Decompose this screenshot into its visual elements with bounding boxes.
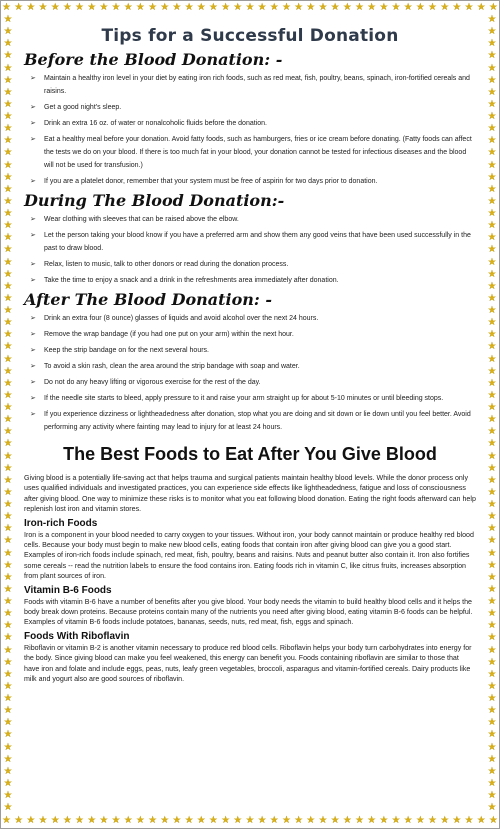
- star-icon: ★: [2, 2, 11, 13]
- arrow-bullet-icon: ➢: [30, 178, 36, 185]
- list-item: [26, 133, 476, 172]
- star-icon: ★: [476, 815, 486, 826]
- arrow-bullet-icon: ➢: [30, 104, 36, 111]
- star-icon: ★: [3, 111, 13, 122]
- list-item: [26, 117, 476, 130]
- star-icon: ★: [487, 511, 497, 523]
- riboflavin-text: Riboflavin or vitamin B-2 is another vitamin necessary to produce red blood cells. Riboflavin helps your body turn carbohydrates into energy for the body. Since giving blood can make you feel weakened, this energy can benefit you. Foods containing riboflavin are similar to those that have iron and folate and include eggs, peas, nuts, leafy green vegetables, broccoli, asparagus and vitamin-fortified cereals. Dairy products like milk and yogurt also are good sources of riboflavin.: [24, 643, 472, 684]
- star-icon: ★: [3, 596, 13, 607]
- arrow-bullet-icon: ➢: [30, 363, 36, 370]
- star-icon: ★: [487, 14, 497, 25]
- list-item: [26, 258, 476, 271]
- star-icon: ★: [487, 426, 497, 438]
- star-icon: ★: [3, 511, 13, 523]
- star-icon: ★: [3, 777, 13, 789]
- list-item: [26, 101, 476, 114]
- star-icon: ★: [3, 232, 13, 244]
- star-icon: ★: [487, 195, 497, 207]
- star-icon: ★: [245, 2, 255, 13]
- star-icon: ★: [487, 486, 497, 498]
- list-item-text: Let the person taking your blood know if you have a preferred arm and show them any good veins that have been used successfully in the past to draw blood.: [44, 232, 471, 252]
- star-icon: ★: [160, 815, 170, 826]
- star-icon: ★: [403, 815, 413, 826]
- star-icon: ★: [3, 583, 13, 595]
- foods-heading: The Best Foods to Eat After You Give Blood: [63, 444, 437, 464]
- list-item-text: If you are a platelet donor, remember that your system must be free of aspirin for two days prior to donation.: [44, 178, 378, 185]
- list-item: [26, 376, 476, 389]
- star-icon: ★: [487, 741, 497, 753]
- star-icon: ★: [487, 450, 497, 462]
- star-icon: ★: [487, 499, 497, 510]
- star-icon: ★: [135, 2, 145, 13]
- star-icon: ★: [3, 26, 13, 38]
- star-icon: ★: [487, 753, 497, 765]
- star-icon: ★: [487, 523, 497, 535]
- star-icon: ★: [487, 462, 497, 474]
- star-icon: ★: [330, 815, 340, 826]
- iron-heading: Iron-rich Foods: [24, 517, 98, 529]
- list-item-text: Eat a healthy meal before your donation. Avoid fatty foods, such as hamburgers, fries or ice cream before donating. (Fatty foods can affect the tests we do on your blood. If there is too much fat in your blood, your donation cannot be tested for infectious diseases and the blood will not be used for transfusion.): [44, 136, 472, 169]
- star-icon: ★: [196, 2, 206, 13]
- star-icon: ★: [487, 62, 497, 74]
- star-icon: ★: [464, 2, 474, 13]
- star-icon: ★: [245, 815, 255, 826]
- star-icon: ★: [111, 2, 121, 13]
- foods-intro: Giving blood is a potentially life-saving act that helps trauma and surgical patients maintain healthy blood levels. While the donor process only uses qualified individuals and investigated practices, you can experience side effects like lightheadedness, fatigue and loss of consciousness after giving blood. One way to minimize these risks is to monitor what you eat following blood donation. Eating the right foods afterward can help replenish lost iron and vitamin stores.: [24, 474, 476, 514]
- star-icon: ★: [3, 159, 13, 171]
- star-icon: ★: [487, 571, 497, 583]
- arrow-bullet-icon: ➢: [30, 347, 36, 354]
- star-icon: ★: [487, 583, 497, 595]
- document-content: [24, 26, 476, 688]
- star-icon: ★: [452, 815, 462, 826]
- star-icon: ★: [148, 815, 158, 826]
- star-icon: ★: [3, 389, 13, 401]
- star-icon: ★: [487, 317, 497, 329]
- star-icon: ★: [3, 414, 13, 426]
- star-icon: ★: [487, 244, 497, 256]
- star-icon: ★: [3, 790, 13, 801]
- arrow-bullet-icon: ➢: [30, 331, 36, 338]
- star-icon: ★: [487, 765, 497, 777]
- star-icon: ★: [487, 668, 497, 680]
- star-icon: ★: [3, 377, 13, 389]
- star-icon: ★: [3, 644, 13, 656]
- star-icon: ★: [3, 765, 13, 777]
- star-icon: ★: [3, 208, 13, 219]
- star-icon: ★: [148, 2, 158, 13]
- star-border-bottom: [2, 815, 498, 827]
- star-icon: ★: [487, 608, 497, 620]
- list-item: [26, 360, 476, 373]
- list-item: [26, 328, 476, 341]
- star-icon: ★: [3, 135, 13, 147]
- star-icon: ★: [487, 729, 497, 741]
- star-icon: ★: [487, 292, 497, 304]
- star-icon: ★: [487, 123, 497, 135]
- star-icon: ★: [403, 2, 413, 13]
- star-icon: ★: [257, 815, 267, 826]
- star-icon: ★: [487, 50, 497, 62]
- star-icon: ★: [452, 2, 462, 13]
- star-icon: ★: [38, 815, 48, 826]
- star-icon: ★: [440, 815, 450, 826]
- star-icon: ★: [111, 815, 121, 826]
- star-icon: ★: [487, 74, 497, 86]
- b6-text: Foods with vitamin B-6 have a number of benefits after you give blood. Your body needs the vitamin to build healthy blood cells and it helps the body break down proteins. Because proteins contain many of the nutrients you need after giving blood, eating vitamin B-6 foods can be helpful. Examples of vitamin B-6 foods include potatoes, bananas, seeds, nuts, red meat, fish, eggs and spinach.: [24, 597, 473, 627]
- star-icon: ★: [487, 329, 497, 341]
- star-icon: ★: [306, 2, 316, 13]
- star-icon: ★: [160, 2, 170, 13]
- star-icon: ★: [14, 2, 24, 13]
- star-icon: ★: [3, 220, 13, 232]
- star-icon: ★: [3, 450, 13, 462]
- arrow-bullet-icon: ➢: [30, 379, 36, 386]
- star-icon: ★: [281, 2, 291, 13]
- star-icon: ★: [208, 2, 218, 13]
- star-icon: ★: [3, 98, 13, 110]
- star-icon: ★: [318, 2, 328, 13]
- star-icon: ★: [221, 815, 231, 826]
- star-icon: ★: [487, 183, 497, 195]
- star-icon: ★: [99, 815, 109, 826]
- arrow-bullet-icon: ➢: [30, 232, 36, 239]
- star-icon: ★: [62, 2, 72, 13]
- star-icon: ★: [487, 559, 497, 571]
- list-item: [26, 175, 476, 188]
- star-icon: ★: [50, 2, 60, 13]
- star-icon: ★: [3, 571, 13, 583]
- star-icon: ★: [184, 815, 194, 826]
- star-icon: ★: [26, 2, 36, 13]
- star-icon: ★: [3, 14, 13, 25]
- arrow-bullet-icon: ➢: [30, 75, 36, 82]
- star-icon: ★: [123, 815, 133, 826]
- star-icon: ★: [428, 815, 437, 826]
- star-icon: ★: [172, 2, 182, 13]
- star-icon: ★: [3, 365, 13, 377]
- iron-text: Iron is a component in your blood needed to carry oxygen to your tissues. Without iron, your body cannot maintain or produce healthy red blood cells. Because your body must begin to make new blood cells, eating foods that contain iron after giving blood can give you a good start. Examples of iron-rich foods include spinach, red meat, fish, poultry, beans and raisins. Nuts and peanut butter also contain it. Iron also fortifies some cereals -- read the nutrition labels to ensure the food contains iron. Eating foods rich in vitamin C, like citrus fruits, increases absorption from plant sources of iron.: [24, 530, 474, 581]
- star-icon: ★: [464, 815, 474, 826]
- before-heading: Before the Blood Donation: -: [24, 50, 283, 69]
- star-icon: ★: [3, 86, 13, 98]
- star-icon: ★: [487, 208, 497, 219]
- star-icon: ★: [379, 815, 389, 826]
- star-icon: ★: [3, 693, 13, 704]
- star-icon: ★: [87, 2, 97, 13]
- list-item-text: Drink an extra four (8 ounce) glasses of liquids and avoid alcohol over the next 24 hours.: [44, 315, 319, 322]
- star-icon: ★: [87, 815, 97, 826]
- star-icon: ★: [487, 86, 497, 98]
- list-item-text: Wear clothing with sleeves that can be raised above the elbow.: [44, 216, 239, 223]
- star-icon: ★: [342, 2, 352, 13]
- star-icon: ★: [487, 256, 497, 268]
- star-icon: ★: [3, 705, 13, 717]
- star-icon: ★: [487, 365, 497, 377]
- star-icon: ★: [487, 656, 497, 668]
- star-icon: ★: [3, 753, 13, 765]
- star-icon: ★: [3, 741, 13, 753]
- star-icon: ★: [75, 2, 84, 13]
- star-icon: ★: [379, 2, 389, 13]
- star-icon: ★: [487, 438, 497, 450]
- after-list: [24, 312, 476, 434]
- star-icon: ★: [488, 2, 498, 13]
- list-item: [26, 274, 476, 287]
- during-heading: During The Blood Donation:-: [24, 191, 285, 210]
- list-item: [26, 344, 476, 357]
- star-icon: ★: [487, 305, 497, 316]
- arrow-bullet-icon: ➢: [30, 411, 36, 418]
- star-icon: ★: [354, 815, 364, 826]
- arrow-bullet-icon: ➢: [30, 315, 36, 322]
- list-item-text: To avoid a skin rash, clean the area around the strip bandage with soap and water.: [44, 363, 300, 370]
- star-icon: ★: [3, 523, 13, 535]
- star-icon: ★: [487, 98, 497, 110]
- star-icon: ★: [391, 2, 401, 13]
- arrow-bullet-icon: ➢: [30, 395, 36, 402]
- star-icon: ★: [306, 815, 316, 826]
- star-icon: ★: [3, 50, 13, 62]
- star-icon: ★: [487, 717, 497, 729]
- list-item-text: If you experience dizziness or lightheadedness after donation, stop what you are doing and sit down or lie down until you feel better. Avoid performing any activity where fainting may lead to injury for at least 24 hours.: [44, 411, 471, 431]
- star-icon: ★: [487, 402, 497, 413]
- star-icon: ★: [342, 815, 352, 826]
- star-icon: ★: [38, 2, 48, 13]
- star-icon: ★: [487, 171, 497, 183]
- star-icon: ★: [208, 815, 218, 826]
- star-icon: ★: [3, 438, 13, 450]
- list-item: [26, 72, 476, 98]
- star-icon: ★: [487, 280, 497, 292]
- star-icon: ★: [440, 2, 450, 13]
- star-icon: ★: [3, 717, 13, 729]
- star-icon: ★: [476, 2, 486, 13]
- star-icon: ★: [487, 535, 497, 547]
- list-item: [26, 392, 476, 405]
- star-icon: ★: [3, 462, 13, 474]
- riboflavin-heading: Foods With Riboflavin: [24, 630, 130, 642]
- star-icon: ★: [487, 353, 497, 365]
- star-icon: ★: [391, 815, 401, 826]
- star-icon: ★: [3, 353, 13, 365]
- star-icon: ★: [14, 815, 24, 826]
- star-icon: ★: [3, 305, 13, 316]
- star-icon: ★: [3, 317, 13, 329]
- b6-heading: Vitamin B-6 Foods: [24, 584, 112, 596]
- star-icon: ★: [487, 135, 497, 147]
- star-icon: ★: [3, 195, 13, 207]
- star-icon: ★: [3, 474, 13, 486]
- star-icon: ★: [487, 680, 497, 692]
- star-icon: ★: [487, 620, 497, 632]
- star-icon: ★: [3, 171, 13, 183]
- star-icon: ★: [354, 2, 364, 13]
- star-icon: ★: [487, 547, 497, 559]
- star-icon: ★: [415, 815, 425, 826]
- star-icon: ★: [3, 486, 13, 498]
- star-icon: ★: [487, 377, 497, 389]
- star-icon: ★: [3, 547, 13, 559]
- star-icon: ★: [3, 341, 13, 353]
- star-icon: ★: [367, 815, 377, 826]
- list-item: [26, 229, 476, 255]
- star-icon: ★: [172, 815, 182, 826]
- star-icon: ★: [3, 499, 13, 510]
- star-icon: ★: [257, 2, 267, 13]
- star-icon: ★: [415, 2, 425, 13]
- star-icon: ★: [428, 2, 437, 13]
- star-icon: ★: [135, 815, 145, 826]
- arrow-bullet-icon: ➢: [30, 277, 36, 284]
- star-icon: ★: [3, 668, 13, 680]
- star-icon: ★: [487, 232, 497, 244]
- before-list: [24, 72, 476, 188]
- star-icon: ★: [294, 815, 304, 826]
- star-icon: ★: [3, 608, 13, 620]
- star-icon: ★: [487, 341, 497, 353]
- star-icon: ★: [3, 74, 13, 86]
- star-icon: ★: [487, 705, 497, 717]
- star-icon: ★: [3, 426, 13, 438]
- star-icon: ★: [3, 402, 13, 413]
- star-icon: ★: [123, 2, 133, 13]
- star-icon: ★: [487, 777, 497, 789]
- star-icon: ★: [487, 147, 497, 159]
- star-border-left: [2, 14, 14, 815]
- star-icon: ★: [3, 256, 13, 268]
- star-icon: ★: [3, 656, 13, 668]
- star-icon: ★: [3, 559, 13, 571]
- star-icon: ★: [487, 596, 497, 607]
- list-item-text: Do not do any heavy lifting or vigorous exercise for the rest of the day.: [44, 379, 261, 386]
- star-icon: ★: [3, 38, 13, 50]
- star-icon: ★: [330, 2, 340, 13]
- star-icon: ★: [99, 2, 109, 13]
- star-icon: ★: [3, 292, 13, 304]
- list-item-text: Relax, listen to music, talk to other donors or read during the donation process.: [44, 261, 289, 268]
- star-icon: ★: [318, 815, 328, 826]
- list-item: [26, 408, 476, 434]
- list-item-text: Drink an extra 16 oz. of water or nonalcoholic fluids before the donation.: [44, 120, 267, 127]
- star-icon: ★: [269, 2, 279, 13]
- star-icon: ★: [221, 2, 231, 13]
- list-item: [26, 312, 476, 325]
- page-title: Tips for a Successful Donation: [101, 26, 399, 46]
- arrow-bullet-icon: ➢: [30, 216, 36, 223]
- star-icon: ★: [487, 38, 497, 50]
- star-icon: ★: [269, 815, 279, 826]
- star-icon: ★: [50, 815, 60, 826]
- star-icon: ★: [62, 815, 72, 826]
- star-icon: ★: [487, 389, 497, 401]
- star-icon: ★: [2, 815, 11, 826]
- star-icon: ★: [487, 414, 497, 426]
- star-icon: ★: [3, 535, 13, 547]
- star-icon: ★: [3, 802, 13, 814]
- star-icon: ★: [3, 183, 13, 195]
- star-icon: ★: [75, 815, 84, 826]
- star-icon: ★: [281, 815, 291, 826]
- star-icon: ★: [233, 2, 243, 13]
- arrow-bullet-icon: ➢: [30, 261, 36, 268]
- arrow-bullet-icon: ➢: [30, 136, 36, 143]
- star-border-top: [2, 2, 498, 14]
- star-icon: ★: [487, 644, 497, 656]
- star-icon: ★: [487, 26, 497, 38]
- star-icon: ★: [233, 815, 243, 826]
- star-icon: ★: [184, 2, 194, 13]
- star-icon: ★: [487, 802, 497, 814]
- star-icon: ★: [487, 268, 497, 280]
- list-item-text: Keep the strip bandage on for the next several hours.: [44, 347, 209, 354]
- star-icon: ★: [3, 329, 13, 341]
- list-item-text: Remove the wrap bandage (if you had one put on your arm) within the next hour.: [44, 331, 294, 338]
- star-icon: ★: [3, 680, 13, 692]
- list-item: [26, 213, 476, 226]
- star-icon: ★: [3, 147, 13, 159]
- star-icon: ★: [487, 790, 497, 801]
- star-icon: ★: [294, 2, 304, 13]
- star-icon: ★: [3, 620, 13, 632]
- star-icon: ★: [487, 632, 497, 644]
- star-icon: ★: [3, 244, 13, 256]
- list-item-text: Maintain a healthy iron level in your diet by eating iron rich foods, such as red meat, fish, poultry, beans, spinach, iron-fortified cereals and raisins.: [44, 75, 470, 95]
- after-heading: After The Blood Donation: -: [24, 290, 273, 309]
- star-icon: ★: [487, 474, 497, 486]
- star-icon: ★: [367, 2, 377, 13]
- star-icon: ★: [487, 111, 497, 122]
- star-border-right: [486, 14, 498, 815]
- star-icon: ★: [196, 815, 206, 826]
- list-item-text: Take the time to enjoy a snack and a drink in the refreshments area immediately after donation.: [44, 277, 339, 284]
- star-icon: ★: [26, 815, 36, 826]
- star-icon: ★: [488, 815, 498, 826]
- list-item-text: Get a good night's sleep.: [44, 104, 122, 111]
- star-icon: ★: [487, 159, 497, 171]
- list-item-text: If the needle site starts to bleed, apply pressure to it and raise your arm straight up for about 5-10 minutes or until bleeding stops.: [44, 395, 444, 402]
- star-icon: ★: [3, 729, 13, 741]
- star-icon: ★: [3, 268, 13, 280]
- star-icon: ★: [487, 693, 497, 704]
- star-icon: ★: [3, 632, 13, 644]
- during-list: [24, 213, 476, 287]
- star-icon: ★: [3, 280, 13, 292]
- star-icon: ★: [3, 123, 13, 135]
- star-icon: ★: [3, 62, 13, 74]
- arrow-bullet-icon: ➢: [30, 120, 36, 127]
- star-icon: ★: [487, 220, 497, 232]
